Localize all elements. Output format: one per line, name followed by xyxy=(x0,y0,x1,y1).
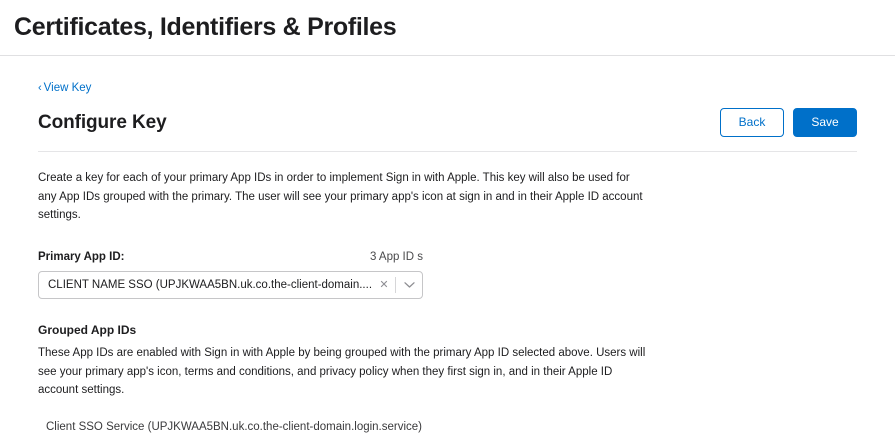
action-buttons xyxy=(720,108,857,137)
primary-app-id-select[interactable] xyxy=(38,271,423,299)
configure-key-description: Create a key for each of your primary App IDs in order to implement Sign in with Apple. This key will also be used for any App IDs grouped with the primary. The user will see your primary app's icon at sign in and in their Apple ID account settings. xyxy=(38,172,643,222)
save-button[interactable]: Save xyxy=(793,108,857,137)
primary-app-id-header xyxy=(38,251,423,263)
app-id-count: 3 App ID s xyxy=(369,250,423,263)
back-button[interactable]: Back xyxy=(720,108,784,137)
breadcrumb-label: View Key xyxy=(43,82,92,94)
content-area xyxy=(0,56,895,433)
grouped-app-ids-description: These App IDs are enabled with Sign in with Apple by being grouped with the primary App ID selected above. Users will see your primary app's icon, terms and conditions, and privacy policy when they first sign in, and in their Apple ID account settings. xyxy=(38,346,646,397)
primary-app-id-field xyxy=(38,251,423,299)
section-header xyxy=(38,108,857,152)
chevron-down-icon[interactable] xyxy=(396,272,422,298)
grouped-app-ids-title: Grouped App IDs xyxy=(38,322,137,337)
list-item: Client SSO Service (UPJKWAA5BN.uk.co.the-client-domain.login.service) xyxy=(46,420,423,433)
clear-icon[interactable]: ✕ xyxy=(379,279,389,292)
primary-app-id-value: CLIENT NAME SSO (UPJKWAA5BN.uk.co.the-client-domain.... xyxy=(48,278,373,291)
breadcrumb[interactable] xyxy=(38,82,91,94)
app-header xyxy=(0,0,895,56)
chevron-left-icon: ‹ xyxy=(38,82,42,94)
grouped-app-ids-list xyxy=(38,421,857,433)
configure-key-title: Configure Key xyxy=(38,111,167,133)
primary-app-id-label: Primary App ID: xyxy=(38,250,125,263)
page-title: Certificates, Identifiers & Profiles xyxy=(14,12,397,41)
